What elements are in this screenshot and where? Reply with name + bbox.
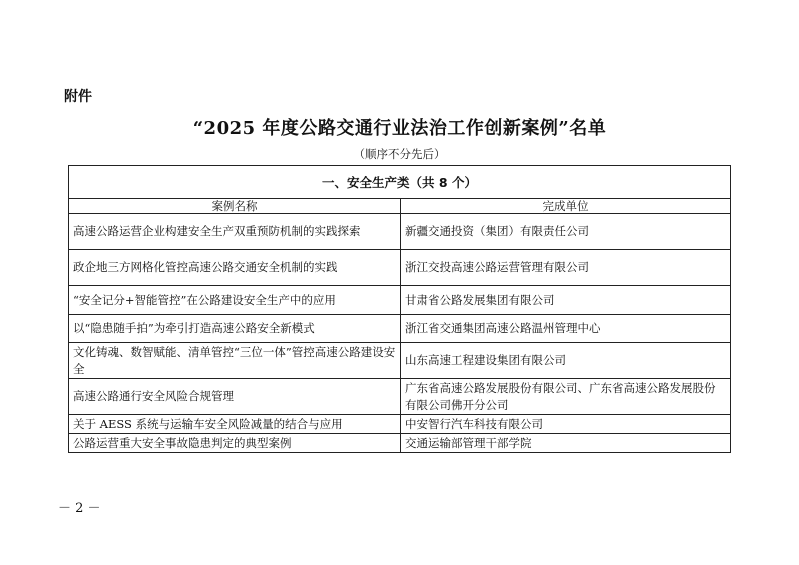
category-row [69,166,731,199]
table-row [69,379,731,415]
unit-cell: 交通运输部管理干部学院 [401,434,731,453]
attachment-label: 附件 [64,89,92,105]
case-list-table [68,165,731,453]
case-name-cell: 以“隐患随手拍”为牵引打造高速公路安全新模式 [69,315,401,343]
case-name-cell: 公路运营重大安全事故隐患判定的典型案例 [69,434,401,453]
unit-cell: 中安智行汽车科技有限公司 [401,415,731,434]
table-row [69,250,731,286]
case-name-cell: 关于 AESS 系统与运输车安全风险减量的结合与应用 [69,415,401,434]
category-heading: 一、安全生产类（共 8 个） [69,166,731,199]
page-number: － 2 － [58,501,101,516]
table-row [69,315,731,343]
table-row [69,214,731,250]
unit-cell: 广东省高速公路发展股份有限公司、广东省高速公路发展股份有限公司佛开分公司 [401,379,731,415]
document-title: “2025 年度公路交通行业法治工作创新案例”名单 [192,118,607,139]
case-name-cell: 高速公路通行安全风险合规管理 [69,379,401,415]
case-name-cell: 文化铸魂、数智赋能、清单管控“三位一体”管控高速公路建设安全 [69,343,401,379]
case-name-cell: 高速公路运营企业构建安全生产双重预防机制的实践探索 [69,214,401,250]
case-name-cell: “安全记分+智能管控”在公路建设安全生产中的应用 [69,286,401,315]
table-row [69,286,731,315]
column-header-case-name: 案例名称 [69,199,401,214]
document-subtitle: （顺序不分先后） [353,147,446,161]
table-row [69,434,731,453]
table-header-row [69,199,731,214]
unit-cell: 新疆交通投资（集团）有限责任公司 [401,214,731,250]
unit-cell: 浙江交投高速公路运营管理有限公司 [401,250,731,286]
table-row [69,415,731,434]
unit-cell: 山东高速工程建设集团有限公司 [401,343,731,379]
column-header-unit: 完成单位 [401,199,731,214]
case-name-cell: 政企地三方网格化管控高速公路交通安全机制的实践 [69,250,401,286]
unit-cell: 浙江省交通集团高速公路温州管理中心 [401,315,731,343]
table-row [69,343,731,379]
unit-cell: 甘肃省公路发展集团有限公司 [401,286,731,315]
